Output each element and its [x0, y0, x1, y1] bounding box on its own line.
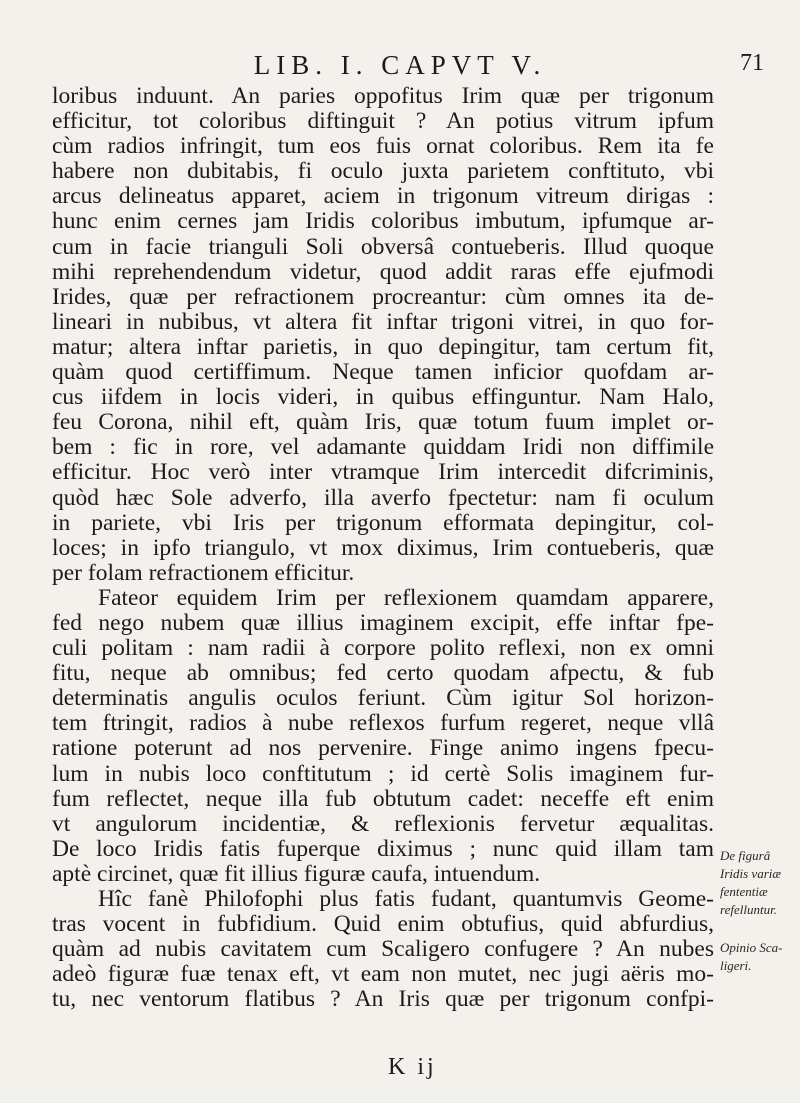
running-title: LIB. I. CAPVT V. [253, 50, 547, 80]
text-line: tras vocent in fubfidium. Quid enim obtufius, quid abfurdius, [52, 912, 714, 938]
text-line: adeò figuræ fuæ tenax eft, vt eam non mutet, nec jugi aëris mo- [52, 962, 714, 988]
text-line: vt angulorum incidentiæ, & reflexionis fervetur æqualitas. [52, 811, 714, 837]
text-line: ratione poterunt ad nos pervenire. Finge animo ingens fpecu- [52, 736, 714, 762]
margin-note-line: De figurâ [720, 848, 771, 863]
text-line: determinatis angulis oculos feriunt. Cùm igitur Sol horizon- [52, 686, 714, 712]
text-line: in pariete, vbi Iris per trigonum efformata depingitur, col- [52, 510, 714, 536]
margin-note-line: Opinio Sca- [720, 940, 783, 955]
text-line: lineari in nubibus, vt altera fit inftar trigoni vitrei, in quo for- [52, 309, 714, 335]
margin-note-line: Iridis variæ [720, 866, 782, 881]
paragraph-start-line: Fateor equidem Irim per reflexionem quamdam apparere, [98, 585, 714, 611]
text-line: tem ftringit, radios à nube reflexos furfum regeret, neque vllâ [52, 711, 714, 737]
text-line: fed nego nubem quæ illius imaginem excipit, effe inftar fpe- [52, 610, 714, 636]
body-text [52, 84, 714, 1012]
signature-mark: K ij [388, 1054, 437, 1080]
text-line: hunc enim cernes jam Iridis coloribus imbutum, ipfumque ar- [52, 209, 714, 235]
text-line: aptè circinet, quæ fit illius figuræ caufa, intuendum. [52, 861, 541, 887]
text-line: feu Corona, nihil eft, quàm Iris, quæ totum fuum implet or- [52, 410, 714, 436]
text-line: cus iifdem in locis videri, in quibus effinguntur. Nam Halo, [52, 385, 714, 411]
text-line: lum in nubis loco conftitutum ; id certè Solis imaginem fur- [52, 761, 714, 787]
text-line: loces; in ipfo triangulo, vt mox diximus, Irim contueberis, quæ [52, 535, 714, 561]
margin-note-line: ligeri. [720, 958, 752, 973]
text-line: efficitur. Hoc verò inter vtramque Irim intercedit difcriminis, [52, 460, 714, 486]
page-number: 71 [740, 50, 764, 76]
text-line: quàm quod certiffimum. Neque tamen inficior quofdam ar- [52, 360, 714, 386]
text-line: loribus induunt. An paries oppofitus Irim quæ per trigonum [52, 84, 714, 109]
text-line: quàm ad nubis cavitatem cum Scaligero confugere ? An nubes [52, 937, 714, 963]
text-line: habere non dubitabis, fi oculo juxta parietem conftituto, vbi [52, 159, 714, 185]
text-line: quòd hæc Sole adverfo, illa averfo fpectetur: nam fi oculum [52, 485, 714, 511]
text-line: fitu, neque ab omnibus; fed certo quodam afpectu, & fub [52, 661, 714, 687]
margin-note-line: fententiæ [720, 884, 768, 899]
text-line: tu, nec ventorum flatibus ? An Iris quæ per trigonum confpi- [52, 987, 714, 1013]
text-line: per folam refractionem efficitur. [52, 560, 355, 586]
text-line: fum reflectet, neque illa fub obtutum cadet: neceffe eft enim [52, 786, 714, 812]
margin-note [720, 847, 800, 975]
text-line: culi politam : nam radii à corpore polito reflexi, non ex omni [52, 636, 714, 662]
paragraph-start-line: Hîc fanè Philofophi plus fatis fudant, quantumvis Geome- [98, 887, 714, 912]
text-line: cum in facie trianguli Soli obversâ contueberis. Illud quoque [52, 234, 714, 260]
text-line: matur; altera inftar parietis, in quo depingitur, tam certum fit, [52, 334, 714, 360]
text-line: De loco Iridis fatis fuperque diximus ; nunc quid illam tam [52, 836, 714, 862]
text-line: bem : fic in rore, vel adamante quiddam Iridi non diffimile [52, 435, 714, 461]
text-line: efficitur, tot coloribus diftinguit ? An potius vitrum ipfum [52, 109, 714, 135]
text-line: cùm radios infringit, tum eos fuis ornat coloribus. Rem ita fe [52, 134, 714, 160]
text-line: Irides, quæ per refractionem procreantur: cùm omnes ita de- [52, 284, 714, 310]
text-line: arcus delineatus apparet, aciem in trigonum vitreum dirigas : [52, 184, 714, 210]
margin-note-line: refelluntur. [720, 902, 777, 917]
text-line: mihi reprehendendum videtur, quod addit raras effe ejufmodi [52, 259, 714, 285]
